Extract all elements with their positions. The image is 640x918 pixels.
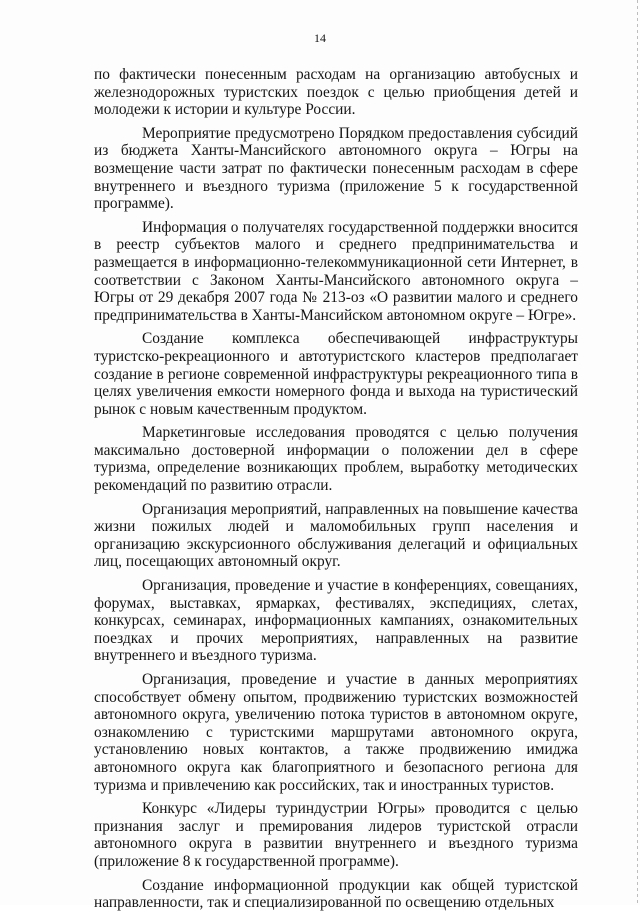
paragraph: Создание информационной продукции как общей туристской направленности, так и специализированной по освещению отдельных [94,876,578,912]
page-number: 14 [314,31,326,45]
paragraph: Маркетинговые исследования проводятся с целью получения максимально достоверной информации о положении дел в сфере туризма, определение возникающих проблем, выработку методических рекомендаций по развитию отрасли. [94,424,578,495]
scan-edge-line [637,0,638,905]
paragraph-continuation: по фактически понесенным расходам на организацию автобусных и железнодорожных туристских поездок с целью приобщения детей и молодежи к истории и культуре России. [94,66,578,119]
paragraph: Информация о получателях государственной поддержки вносится в реестр субъектов малого и среднего предпринимательства и размещается в информационно-телекоммуникационной сети Интернет, в соответствии с Законом Ханты-Мансийского автономного округа – Югры от 29 декабря 2007 года № 213-оз «О развитии малого и среднего предпринимательства в Ханты-Мансийском автономном округе – Югре». [94,218,578,324]
paragraph: Создание комплекса обеспечивающей инфраструктуры туристско-рекреационного и автотуристского кластеров предполагает создание в регионе современной инфраструктуры рекреационного типа в целях увеличения емкости номерного фонда и выхода на туристический рынок с новым качественным продуктом. [94,330,578,418]
paragraph: Организация мероприятий, направленных на повышение качества жизни пожилых людей и маломобильных групп населения и организацию экскурсионного обслуживания делегаций и официальных лиц, посещающих автономный округ. [94,500,578,571]
body-text [94,66,578,918]
paragraph: Организация, проведение и участие в конференциях, совещаниях, форумах, выставках, ярмарках, фестивалях, экспедициях, слетах, конкурсах, семинарах, информационных кампаниях, ознакомительных поездках и прочих мероприятиях, направленных на развитие внутреннего и въездного туризма. [94,577,578,665]
paragraph: Мероприятие предусмотрено Порядком предоставления субсидий из бюджета Ханты-Мансийского автономного округа – Югры на возмещение части затрат по фактически понесенным расходам в сфере внутреннего и въездного туризма (приложение 5 к государственной программе). [94,124,578,213]
paragraph: Конкурс «Лидеры туриндустрии Югры» проводится с целью признания заслуг и премирования лидеров туристской отрасли автономного округа в развитии внутреннего и въездного туризма (приложение 8 к государственной программе). [94,800,578,870]
paragraph: Организация, проведение и участие в данных мероприятиях способствует обмену опытом, продвижению туристских возможностей автономного округа, увеличению потока туристов в автономном округе, ознакомлению с туристскими маршрутами автономного округа, установлению новых контактов, а также продвижению имиджа автономного округа как благоприятного и безопасного региона для туризма и привлечению как российских, так и иностранных туристов. [94,671,578,794]
